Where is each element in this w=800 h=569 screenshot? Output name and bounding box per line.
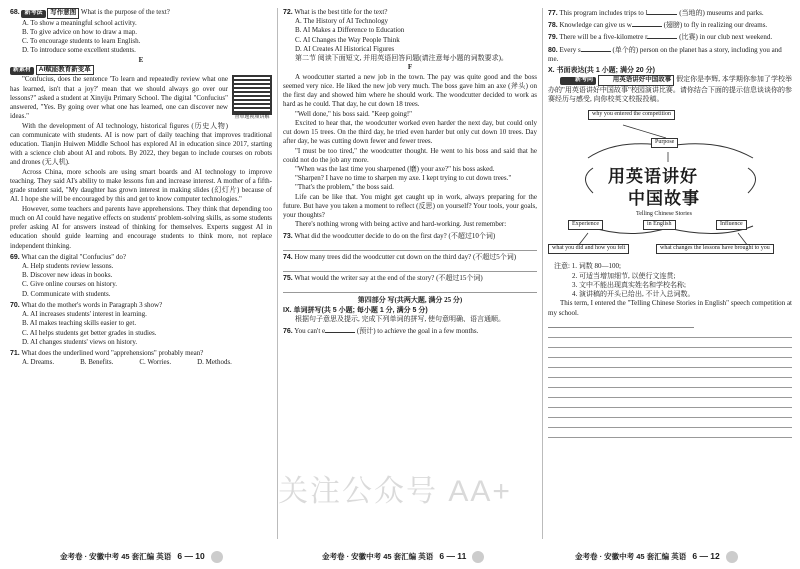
option: D. Methods. (197, 358, 232, 367)
option: A. The History of AI Technology (295, 17, 388, 26)
page-footer: 金考卷 · 安徽中考 45 套汇编 英语 6 — 11 (322, 551, 484, 563)
passage-paragraph: A woodcutter started a new job in the town. The pay was quite good and the boss seemed very nice. He liked the new job very much. The boss gave him an axe (斧头) on the first day and showed him where he should work. The woodcutter decided to work as hard as he could. That day, he cut down 18 trees. (283, 72, 537, 109)
mind-map-diagram (548, 108, 792, 258)
passage-paragraph: "Well done," his boss said. "Keep going!" (295, 109, 413, 118)
question-68: 68. 新考法 写作意图 What is the purpose of the text? A. To show a meaningful school activity. B. To give advice on how to draw a map. C. To encourage students to learn English. D. To introduce some excellent students. (10, 8, 272, 56)
passage-paragraph: Across China, more schools are using smart boards and AI technology to improve teaching. They said AI's ability to make lessons fun and increase interest. A mother of a fifth-grade student said, "My daughter has grown interest in making slides (幻灯片) because of AI. I hope she will be encouraged by this and get to know computer technologies." (10, 167, 272, 204)
answer-line[interactable] (283, 283, 537, 293)
option: C. Worries. (139, 358, 172, 367)
diagram-title-line1: 用英语讲好 (608, 167, 698, 187)
option: C. To encourage students to learn English. (22, 37, 141, 46)
option: D. Communicate with students. (22, 289, 111, 298)
option: B. Benefits. (80, 358, 114, 367)
answer-line[interactable] (283, 262, 537, 272)
section-heading: X. 书面表达(共 1 小题; 满分 20 分) (548, 67, 655, 75)
tag-label: 用英语讲好中国故事 (598, 75, 675, 86)
passage-paragraph: Life can be like that. You might get caught up in work, always preparing for the future. But have you taken a moment to reflect (反思) on yourself? Your tools, your goals, your thoughts? (283, 192, 537, 220)
answer-line[interactable] (548, 398, 792, 408)
essay-opening: This term, I entered the "Telling Chinese Stories in English" speech competition at my school. (548, 299, 792, 317)
writing-area[interactable] (548, 318, 792, 438)
answer-line[interactable] (548, 348, 792, 358)
qr-code-icon (232, 75, 272, 115)
option-row (10, 358, 272, 367)
answer-line[interactable] (548, 428, 792, 438)
passage-paragraph: There's nothing wrong with being active and hard-working. Just remember: (295, 220, 507, 229)
answer-line[interactable] (548, 328, 792, 338)
note-item: 注意: 1. 词数 80—100; (554, 262, 621, 271)
part-heading: 第四部分 写(共两大题, 满分 25 分) (357, 296, 463, 305)
passage-paragraph: "I must be too tired," the woodcutter thought. He went to his boss and said that he could not do the job any more. (283, 146, 537, 164)
passage-paragraph: Excited to hear that, the woodcutter worked even harder the next day, but could only cut down 15 trees. On the third day, he tried even harder but only cut down 10 trees. Day after day, he was cutting down fewer and fewer trees. (283, 118, 537, 146)
column-divider (542, 8, 543, 539)
fill-blank[interactable] (647, 32, 677, 39)
diagram-node-changes: what changes the lessons have brought to you (656, 244, 774, 254)
question-69: 69. What can the digital "Confucius" do? A. Help students review lessons. B. Discover new ideas in books. C. Give online courses on history. D. Communicate with students. (10, 253, 272, 299)
notes-list (548, 262, 792, 299)
tag-badge: 新素材 (10, 67, 34, 75)
diagram-node-purpose: Purpose (651, 138, 678, 148)
fill-blank[interactable] (581, 45, 611, 52)
page-column-middle (283, 6, 537, 541)
logo-icon (472, 551, 484, 563)
diagram-node-what-you-did: what you did and how you felt (548, 244, 629, 254)
answer-line[interactable] (548, 408, 792, 418)
question-75: 75. What would the writer say at the end of the story? (不超过15个词) (283, 274, 537, 293)
option: C. Give online courses on history. (22, 280, 118, 289)
passage-paragraph: However, some teachers and parents have apprehensions. They think that depending too much on AI could have negative effects on students' problem-solving skills, as some students prefer asking AI for answers instead of thinking for themselves. Experts suggest AI in education should guide learning and encourage students to think more, not replace independent thinking. (10, 204, 272, 250)
fill-blank[interactable] (325, 326, 355, 333)
answer-line[interactable] (548, 388, 792, 398)
section-instruction: 新考向 用英语讲好中国故事 假定你是李辉, 本学期你参加了学校举办的"用英语讲好中国故事"校园演讲比赛。请你结合下面的提示信息谈谈你的参赛经历与感受, 向你校英文校报投稿。 (548, 75, 792, 104)
answer-line[interactable] (548, 358, 792, 368)
passage-paragraph: "When was the last time you sharpened (磨) your axe?" his boss asked. (295, 164, 495, 173)
section-heading: IX. 单词拼写(共 5 小题; 每小题 1 分, 满分 5 分) (283, 306, 428, 314)
section-heading: F (407, 63, 413, 72)
tag-label: AI赋能教育新变革 (36, 65, 94, 76)
question-72: 72. What is the best title for the text? A. The History of AI Technology B. AI Makes a Difference to Education C. AI Changes the Way People Think D. AI Creates AI Historical Figures (283, 8, 537, 54)
option: C. AI helps students get better grades in studies. (22, 328, 157, 337)
note-item: 2. 可适当增加细节, 以使行文连贯; (572, 271, 676, 280)
question-79: 79. There will be a five-kilometre r (比赛) in our club next weekend. (548, 33, 773, 42)
diagram-title-line2: 中国故事 (628, 189, 700, 209)
option: D. To introduce some excellent students. (22, 46, 136, 55)
note-item: 4. 演讲稿的开头已给出, 不计入总词数。 (572, 290, 695, 299)
question-80: 80. Every s (单个的) person on the planet has a story, including you and me. (548, 45, 782, 63)
passage-paragraph: "That's the problem," the boss said. (295, 183, 394, 192)
question-73: 73. What did the woodcutter decide to do on the first day? (不超过10个词) (283, 232, 537, 251)
section-instruction: 根据句子意思及提示, 完成下列单词的拼写, 使句意明确、语言通顺。 (295, 314, 505, 323)
answer-line[interactable] (548, 378, 792, 388)
diagram-node-experience: Experience (568, 220, 603, 230)
page-number: 6 — 10 (177, 550, 205, 561)
answer-line[interactable] (548, 338, 792, 348)
option: A. Dreams. (22, 358, 55, 367)
tag-badge: 新考向 (560, 77, 596, 85)
option: A. To show a meaningful school activity. (22, 18, 137, 27)
section-heading: E (138, 55, 144, 64)
logo-icon (726, 551, 738, 563)
option: C. AI Changes the Way People Think (295, 35, 400, 44)
option: B. Discover new ideas in books. (22, 271, 113, 280)
fill-blank[interactable] (647, 8, 677, 15)
answer-line[interactable] (548, 318, 694, 328)
question-71: 71. What does the underlined word "apprehensions" probably mean? A. Dreams. B. Benefits. C. Worries. D. Methods. (10, 349, 272, 367)
diagram-subtitle: Telling Chinese Stories (636, 211, 692, 218)
option: D. AI Creates AI Historical Figures (295, 44, 395, 53)
diagram-node-reason: why you entered the competition (588, 110, 675, 120)
option: A. AI increases students' interest in learning. (22, 310, 147, 319)
question-76: 76. You can't e (预计) to achieve the goal in a few months. (283, 327, 479, 336)
option: B. AI Makes a Difference to Education (295, 26, 405, 35)
answer-line[interactable] (548, 368, 792, 378)
option: A. Help students review lessons. (22, 262, 114, 271)
page-number: 6 — 12 (692, 550, 720, 561)
option: B. AI makes teaching skills easier to get. (22, 319, 137, 328)
question-77: 77. This program includes trips to l (当地的) museums and parks. (548, 9, 764, 17)
option: D. AI changes students' views on history. (22, 337, 138, 346)
diagram-node-influence: Influence (716, 220, 747, 230)
page-number: 6 — 11 (439, 550, 467, 561)
question-78: 78. Knowledge can give us w (翅膀) to fly in realizing our dreams. (548, 21, 768, 30)
note-item: 3. 文中不能出现真实姓名和学校名称; (572, 280, 686, 289)
section-instruction: 第二节 阅读下面短文, 并用英语回答问题(请注意每小题的词数要求)。 (295, 54, 508, 63)
passage-paragraph: With the development of AI technology, historical figures (历史人物) can communicate with students. AI is now part of daily teaching that improves traditional education. Tianjin Huiwen Middle School has explored AI in education since 2017, starting with a science club about AI and robots. By 2022, they began to include courses on robots and drones (无人机). (10, 121, 272, 167)
fill-blank[interactable] (632, 20, 662, 27)
watermark: 关注公众号 AA+ (278, 475, 512, 508)
answer-line[interactable] (283, 241, 537, 251)
qr-code: 查单题视频讲解 (232, 75, 272, 122)
passage-tags (10, 65, 272, 76)
question-74: 74. How many trees did the woodcutter cut down on the third day? (不超过5个词) (283, 253, 537, 272)
logo-icon (211, 551, 223, 563)
tag-label: 写作意图 (47, 8, 79, 19)
page-footer: 金考卷 · 安徽中考 45 套汇编 英语 6 — 10 (60, 551, 223, 563)
answer-line[interactable] (548, 418, 792, 428)
page-column-left (10, 6, 272, 541)
page-footer: 金考卷 · 安徽中考 45 套汇编 英语 6 — 12 (575, 551, 738, 563)
question-70: 70. What do the mother's words in Paragraph 3 show? A. AI increases students' interest in learning. B. AI makes teaching skills easier to get. C. AI helps students get better grades in studies. D. AI changes students' views on history. (10, 301, 272, 347)
passage-paragraph: "Sharpen? I have no time to sharpen my axe. I kept trying to cut down trees." (295, 174, 512, 183)
diagram-node-in-english: in English (643, 220, 676, 230)
passage-paragraph: "Confucius, does the sentence 'To learn and repeatedly review what one has learned, isn't that a joy?' mean that we should always go over our lessons?" asked a student at Xinyiju Primary School. The digital "Confucius" answered, "Yes. By going over what one has learned, one can discover new ideas." (10, 75, 228, 121)
option: B. To give advice on how to draw a map. (22, 27, 138, 36)
page-column-right (548, 6, 792, 541)
tag-badge: 新考法 (21, 10, 45, 18)
column-divider (277, 8, 278, 539)
